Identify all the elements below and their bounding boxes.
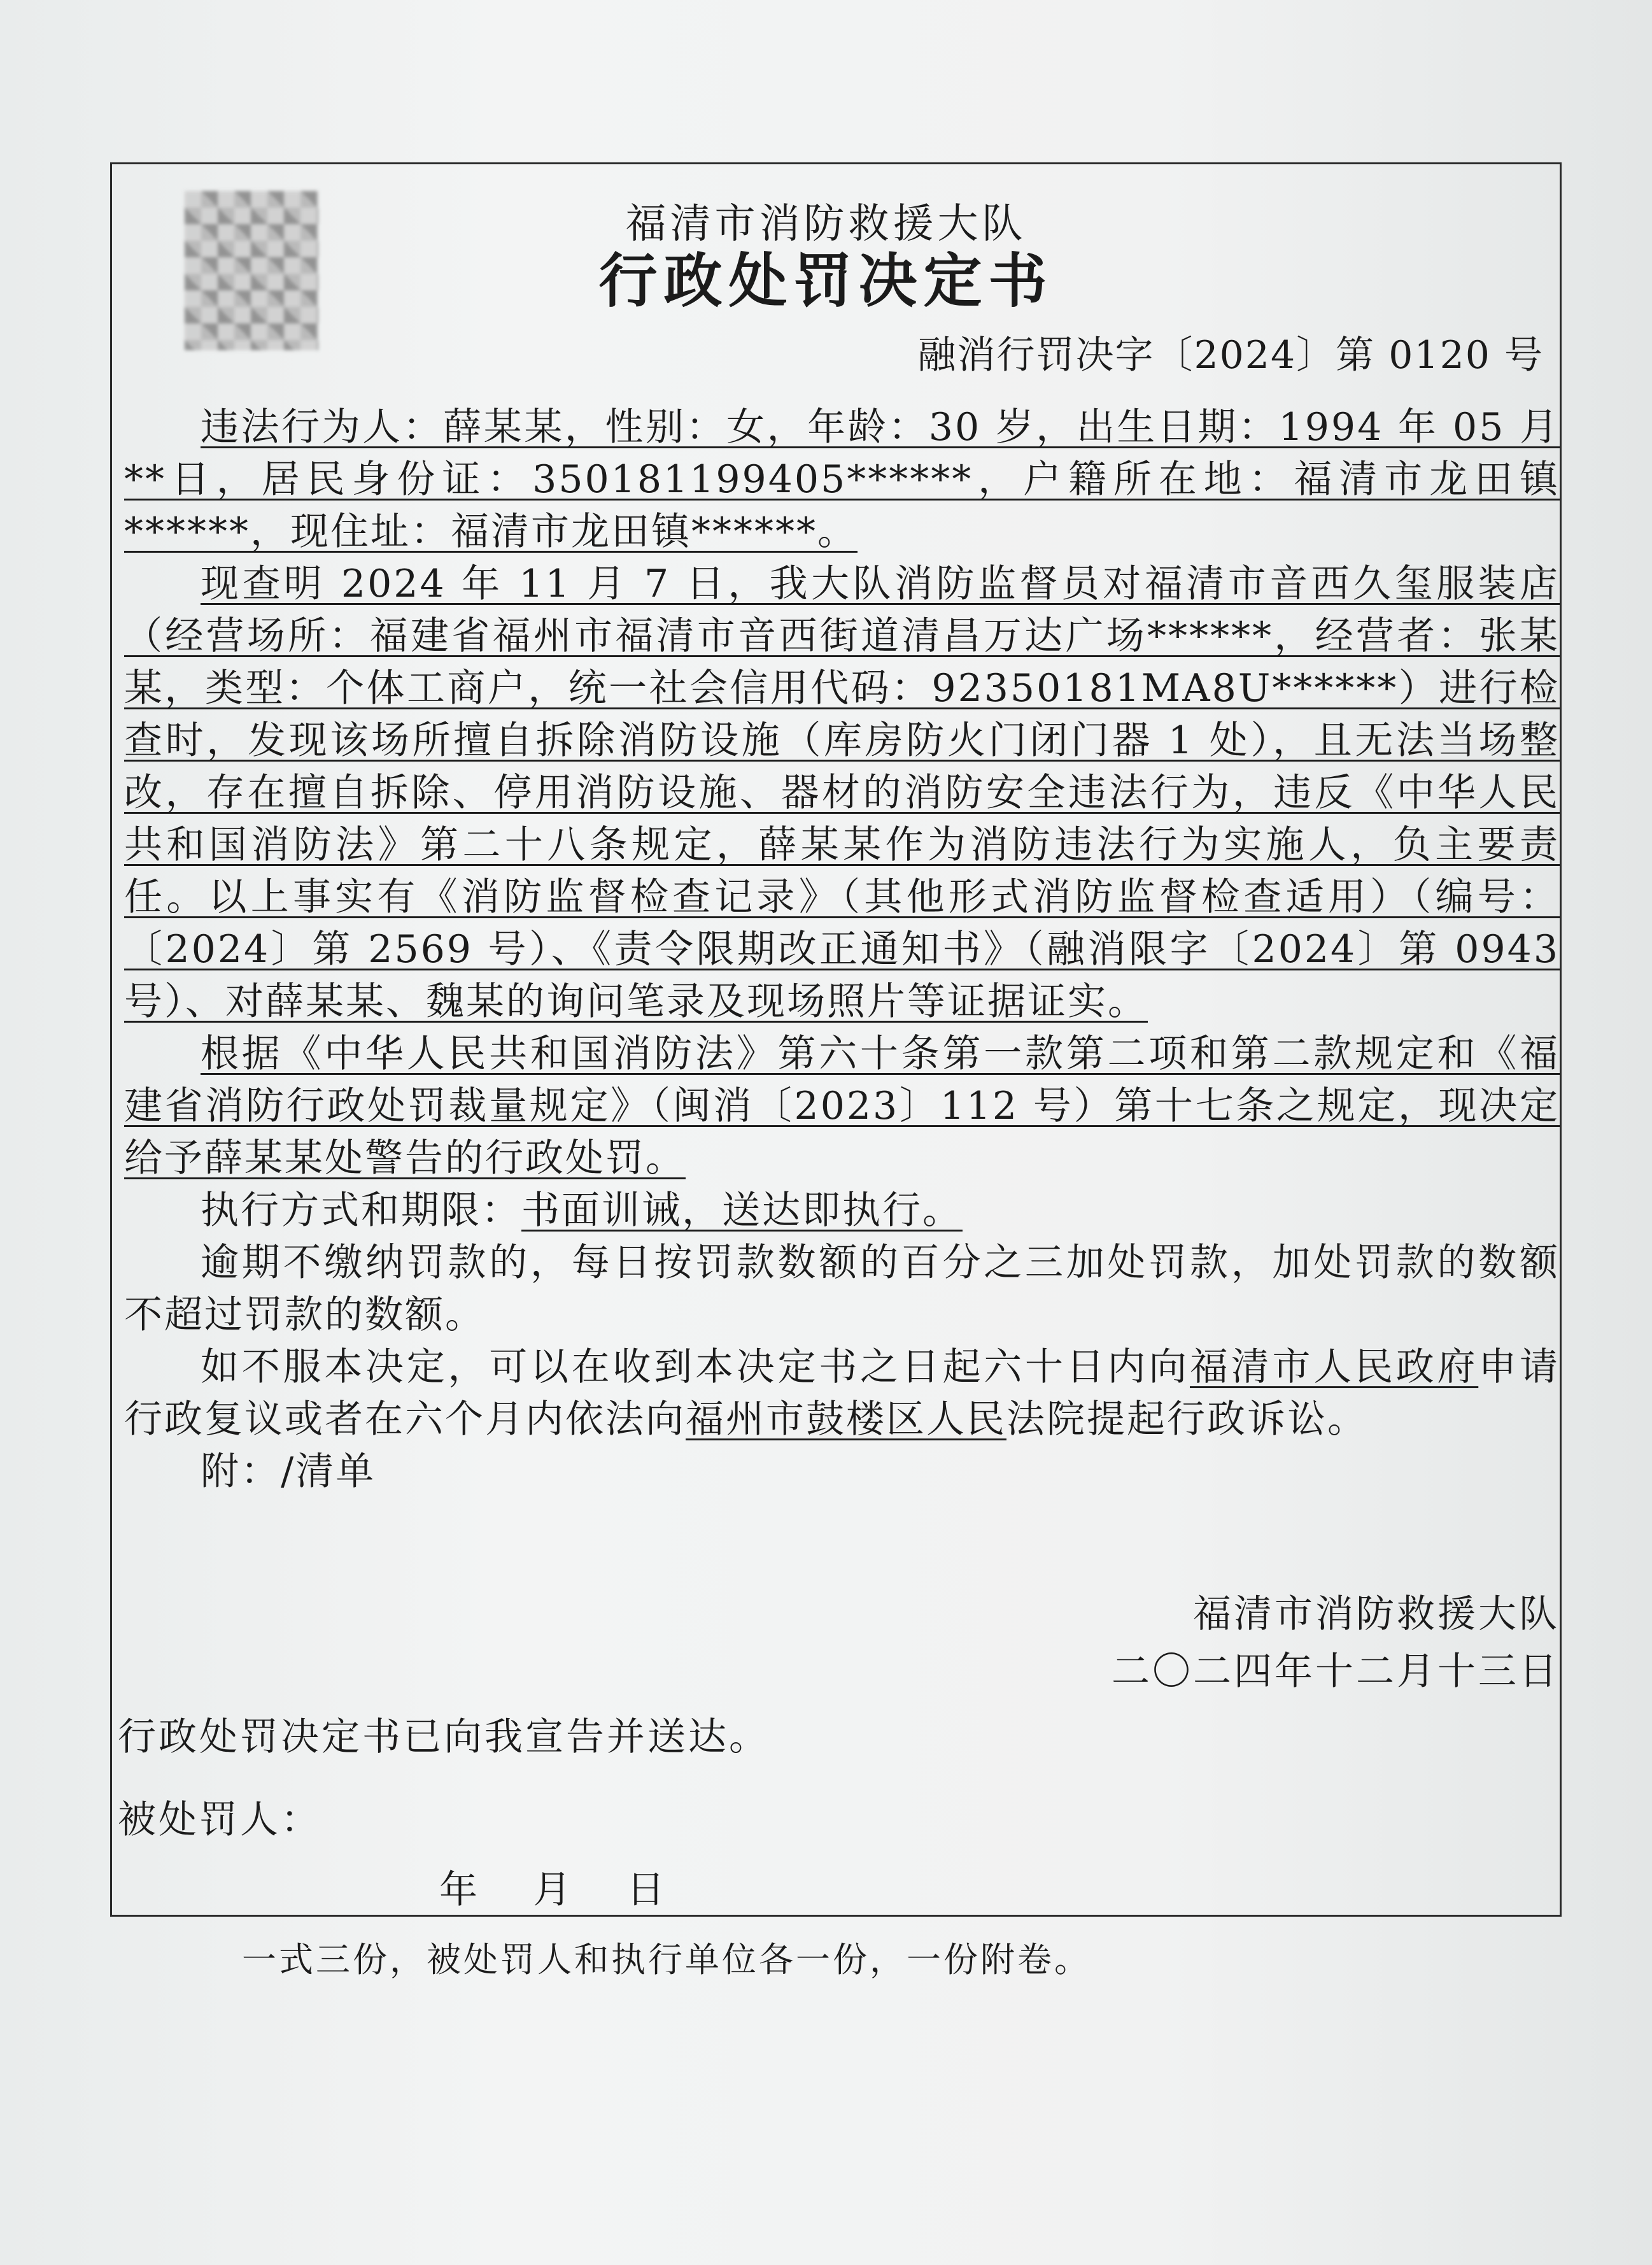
execution-paragraph: 执行方式和期限：书面训诫，送达即执行。	[201, 1188, 963, 1233]
signature-date: 二〇二四年十二月十三日	[1112, 1649, 1560, 1694]
receipt-date-blank: 年 月 日	[439, 1868, 668, 1912]
issuing-org: 福清市消防救援大队	[625, 201, 1027, 248]
late-fee-paragraph: 逾期不缴纳罚款的，每日按罚款数额的百分之三加处罚款，加处罚款的数额不超过罚款的数额。	[124, 1240, 1560, 1337]
attachment-line: 附：/清单	[201, 1449, 376, 1494]
signature-block	[1112, 1586, 1560, 1700]
signature-org: 福清市消防救援大队	[1193, 1592, 1560, 1637]
document-title: 行政处罚决定书	[598, 246, 1054, 315]
receipt-statement: 行政处罚决定书已向我宣告并送达。	[118, 1715, 770, 1759]
document-number: 融消行罚决字〔2024〕第 0120 号	[917, 333, 1544, 378]
findings-paragraph: 现查明 2024 年 11 月 7 日，我大队消防监督员对福清市音西久玺服装店（经营场所：福建省福州市福清市音西街道清昌万达广场******，经营者：张某某，类型：个体工商户，统一社会信用代码：92350181MA8U******）进行检查时，发现该场所擅自拆除消防设施（库房防火门闭门器 1 处），且无法当场整改，存在擅自拆除、停用消防设施、器材的消防安全违法行为，违反《中华人民共和国消防法》第二十八条规定，薛某某作为消防违法行为实施人，负主要责任。以上事实有《消防监督检查记录》（其他形式消防监督检查适用）（编号：〔2024〕第 2569 号）、《责令限期改正通知书》（融消限字〔2024〕第 0943 号）、对薛某某、魏某的询问笔录及现场照片等证据证实。	[124, 562, 1560, 1024]
document-body	[124, 401, 1560, 1498]
appeal-paragraph: 如不服本决定，可以在收到本决定书之日起六十日内向福清市人民政府申请行政复议或者在六个月内依法向福州市鼓楼区人民法院提起行政诉讼。	[124, 1345, 1560, 1442]
copies-note: 一式三份，被处罚人和执行单位各一份，一份附卷。	[242, 1940, 1091, 1980]
legal-basis-paragraph: 根据《中华人民共和国消防法》第六十条第一款第二项和第二款规定和《福建省消防行政处罚裁量规定》（闽消〔2023〕112 号）第十七条之规定，现决定给予薛某某处警告的行政处罚。	[124, 1032, 1560, 1181]
punished-party-label: 被处罚人：	[118, 1798, 321, 1842]
violator-info: 违法行为人：薛某某，性别：女，年龄：30 岁，出生日期：1994 年 05 月**日，居民身份证：350181199405******，户籍所在地：福清市龙田镇******，现住址：福清市龙田镇******。	[124, 405, 1560, 554]
